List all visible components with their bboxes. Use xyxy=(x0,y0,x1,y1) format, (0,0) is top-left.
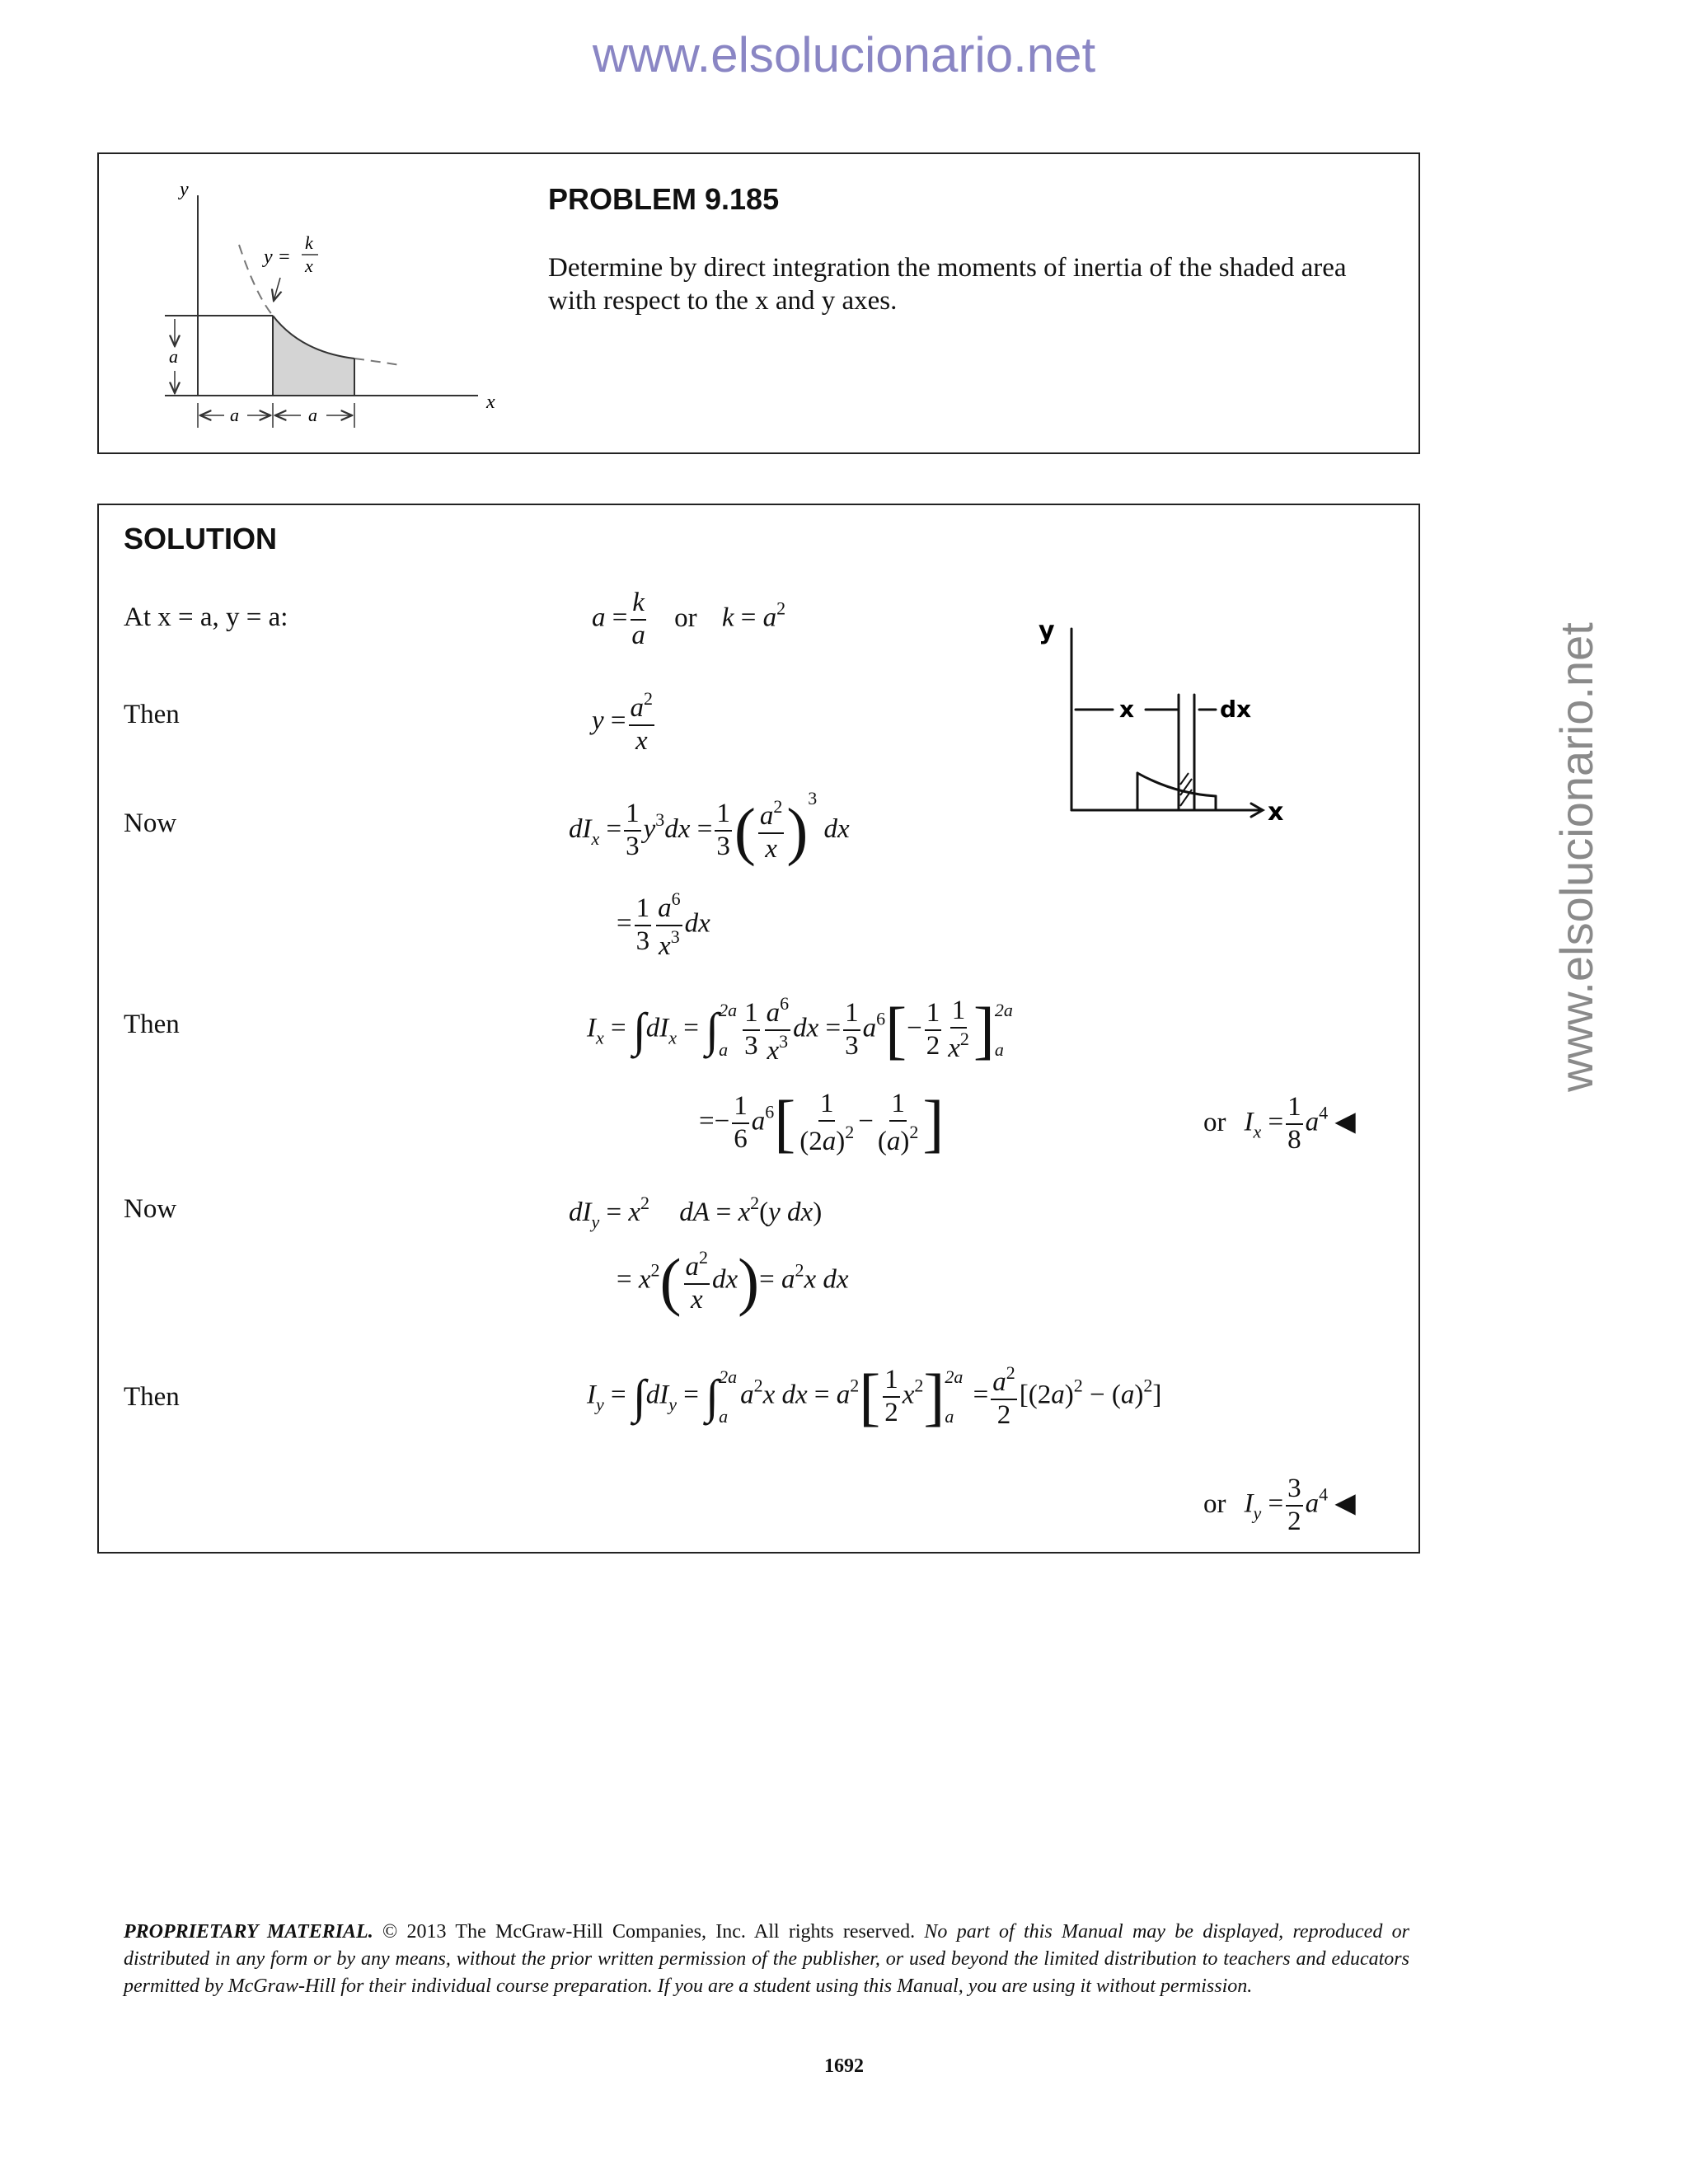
page-number: 1692 xyxy=(824,2055,864,2077)
solution-heading: SOLUTION xyxy=(124,522,277,555)
shaded-area xyxy=(273,316,354,396)
watermark-top[interactable]: www.elsolucionario.net xyxy=(592,27,1096,82)
problem-figure xyxy=(132,162,593,443)
fig-y-axis-label: y xyxy=(180,179,189,200)
label-at: At x = a, y = a: xyxy=(124,602,288,632)
sketch-y-label: y xyxy=(1039,621,1055,645)
problem-text: Determine by direct integration the moments of inertia of the shaded area with respect to the x and y axes. xyxy=(548,253,1347,316)
dim-a2-label: a xyxy=(308,405,317,425)
equation-Ix: $I_x = \int dI_x$ = ∫ 2a a $\frac{1}{3}$ $\frac{a^6}{x^3}$ dx = $\frac{1}{3}$ $a^6[-$ $\frac{1}{2}$ $\frac{1}{x^2}$ ] 2a a xyxy=(587,993,1013,1066)
problem-title: PROBLEM 9.185 xyxy=(548,182,780,216)
sketch-x-dim: x xyxy=(1119,696,1135,723)
equation-dIx: $dI_x$ = $\frac{1}{3}$ $y^3dx$ = $\frac{1}{3}$ ( $\frac{a^2}{x}$ )$^3$ dx xyxy=(569,788,850,867)
equation-dIx-2: = $\frac{1}{3}$ $\frac{a^6}{x^3}$ dx xyxy=(617,888,710,961)
label-now-1: Now xyxy=(124,808,177,838)
answer-Ix: or $I_x$ = $\frac{1}{8}$ $a^4$ ◀ xyxy=(1203,1092,1356,1155)
equation-y: y = $\frac{a^2}{x}$ xyxy=(592,688,654,756)
solution-box xyxy=(97,504,1420,1554)
equation-dIy-2: = $x^2$( $\frac{a^2}{x}$ $dx)= a^2x$ dx xyxy=(617,1244,849,1317)
equation-k: a = $\frac{k}{a}$ or $k = a^2$ xyxy=(592,588,786,650)
label-then-1: Then xyxy=(124,700,180,729)
equation-Ix-2: =− $\frac{1}{6}$ $a^6$[ $\frac{1}{(2a)^2}$ − $\frac{1}{(a)^2}$ ] xyxy=(699,1086,945,1159)
footer-notice xyxy=(124,1919,1409,2000)
watermark-side: www.elsolucionario.net xyxy=(1550,622,1602,1092)
solution-sketch xyxy=(1030,621,1302,835)
footer-bold: PROPRIETARY MATERIAL. xyxy=(124,1921,373,1943)
answer-Iy: or $I_y$ = $\frac{3}{2}$ $a^4$ ◀ xyxy=(1203,1474,1356,1536)
curve-den: x xyxy=(305,255,313,276)
curve-num: k xyxy=(305,232,313,253)
sketch-dx-dim: dx xyxy=(1220,696,1252,723)
curve-label: y = xyxy=(264,246,291,268)
problem-box xyxy=(97,152,1420,454)
dim-a1-label: a xyxy=(230,405,239,425)
label-then-3: Then xyxy=(124,1382,180,1412)
sketch-x-label: x xyxy=(1268,798,1284,827)
footer-permission: No part of this Manual may be displayed, reproduced or distributed in any form or by any means, without the prior written permission of the publisher, or used beyond the limited distribution to teachers and educators permitted by McGraw-Hill for their individual course preparation. If you are a student using this Manual, you are using it without permission. xyxy=(124,1921,1409,1997)
fig-x-axis-label: x xyxy=(486,391,495,413)
equation-dIy: $dI_y = x^2$ dA = $x^2(y$ dx) xyxy=(569,1193,823,1232)
dim-height-label: a xyxy=(169,346,178,367)
label-then-2: Then xyxy=(124,1010,180,1039)
label-now-2: Now xyxy=(124,1194,177,1224)
footer-copyright: © 2013 The McGraw-Hill Companies, Inc. All rights reserved. xyxy=(373,1921,925,1943)
equation-Iy: $I_y = \int dI_y$ = ∫ 2a a $a^2x$ dx = $a^2$[ $\frac{1}{2}$ $x^2$] 2a a = $\frac{a^2}{2}$ $[(2a)^2 - (a)^2]$ xyxy=(587,1360,1162,1432)
